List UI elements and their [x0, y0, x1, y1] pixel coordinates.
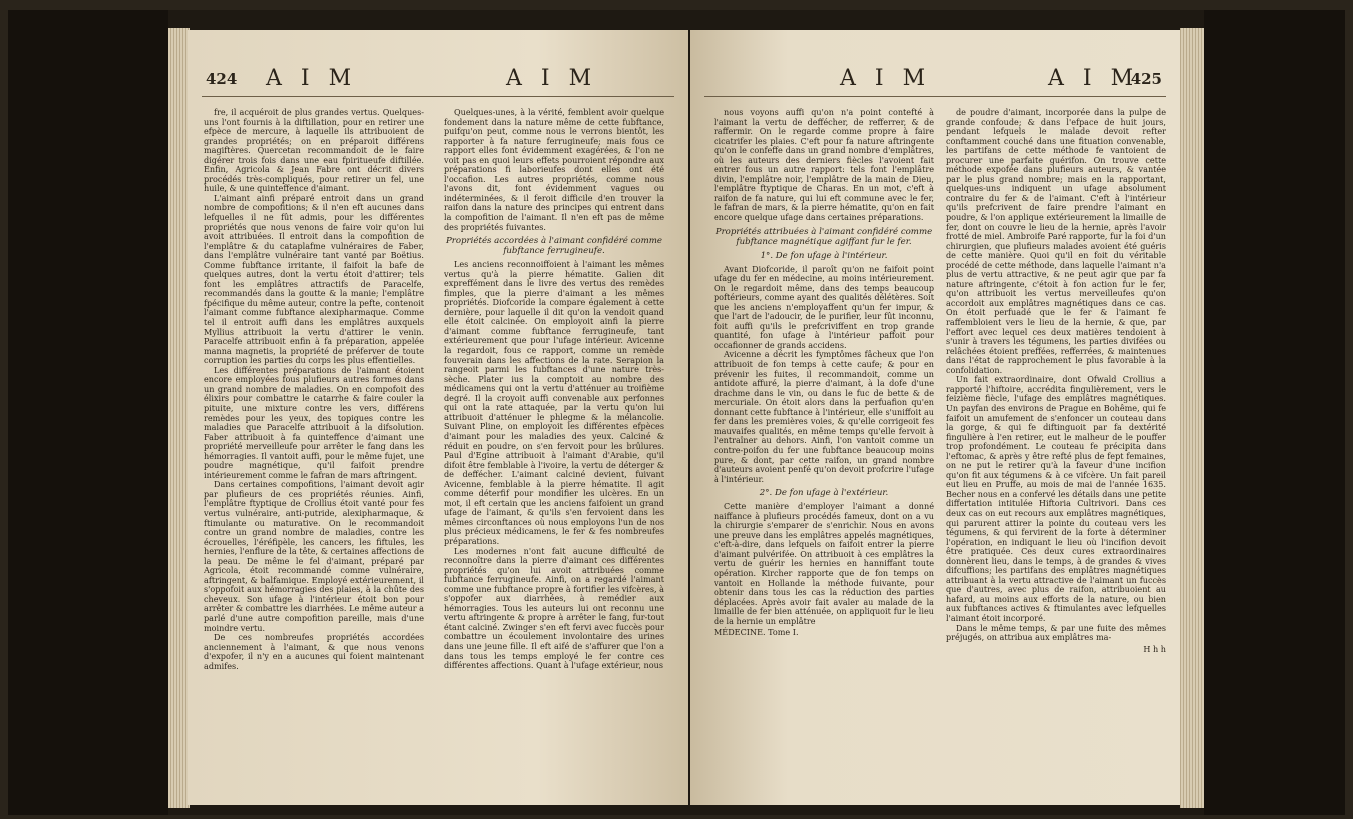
- paragraph: Dans le même temps, & par une fuite des mêmes préjugés, on attribua aux emplâtres ma-: [946, 622, 1166, 643]
- paragraph: Un fait extraordinaire, dont Ofwald Crollius a rapporté l'hiftoire, accrédita fingulièrement, vers le feizième fiècle, l'ufage des emplâtres magnétiques. Un payfan des environs de Prague en Bohême, qui fe faifoit un amufement de s'enfoncer un couteau dans la gorge, & qui fe diftinguoit par fa dextérité fingulière à l'en retirer, eut le malheur de le pouffer trop profondément. Le couteau fe précipita dans l'eftomac, & après y être refté plus de fept femaines, on ne put le retirer qu'à la faveur d'une incifion qu'on fit aux tégumens & à ce vifcère. Un fait pareil eut lieu en Pruffe, au mois de mai de l'année 1635. Becher nous en a confervé les détails dans une petite differtation intitulée Hiftoria Cultrivori. Dans ces deux cas on eut recours aux emplâtres magnétiques, qui parurent attirer la pointe du couteau vers les tégumens, & qui fervirent de la forte à déterminer l'opération, en indiquant le lieu où l'incifion devoit être pratiquée. Ces deux cures extraordinaires donnèrent lieu, dans le temps, à de grandes & vives difcuffions; les partifans des emplâtres magnétiques attribuant à la vertu attractive de l'aimant un fuccès que d'autres, avec plus de raifon, attribuoient au hafard, au moins aux efforts de la nature, ou bien aux fubftances actives & ftimulantes avec lefquelles l'aimant étoit incorporé.: [946, 374, 1166, 623]
- left-page-header: [188, 66, 688, 106]
- paragraph: Les modernes n'ont fait aucune difficulté de reconnoître dans la pierre d'aimant ces différentes propriétés qu'on lui avoit attribuées comme fubftance ferrugineufe. Ainfi, on a regardé l'aimant comme une fubftance propre à fortifier les vifcères, à s'oppofer aux diarrhées, à remédier aux hémorragies. Tous les auteurs lui ont reconnu une vertu aftringente & propre à arrêter le fang, fur-tout étant calciné. Zwinger s'en eft fervi avec fuccès pour combattre un écoulement involontaire des urines dans une jeune fille. Il eft aifé de s'affurer que l'on a dans tous les temps employé le fer contre ces différentes affections. Quant à l'ufage extérieur, nous: [444, 545, 664, 671]
- page-number-right: 425: [1130, 70, 1162, 88]
- running-head-left-1: A I M: [266, 66, 358, 91]
- header-rule-left: [202, 96, 674, 97]
- paragraph: nous voyons auffi qu'on n'a point contefté à l'aimant la vertu de deffécher, de refferrer, & de raffermir. On le regarde comme propre à faire cicatrifer les plaies. C'eft pour fa nature aftringente qu'on le confeffe dans un grand nombre d'emplâtres, où les auteurs des derniers fiècles l'avoient fait entrer fous un autre rapport: tels font l'emplâtre divin, l'emplâtre noir, l'emplâtre de la main de Dieu, l'emplâtre ftyptique de Charas. En un mot, c'eft à raifon de fa nature, qui lui eft commune avec le fer, le fafran de mars, & la pierre hématite, qu'on en fait encore quelque ufage dans certaines préparations.: [714, 108, 934, 223]
- paragraph: Dans certaines compofitions, l'aimant devoit agir par plufieurs de ces propriétés réunies. Ainfi, l'emplâtre ftyptique de Crollius étoit vanté pour fes vertus vulnéraire, anti-putride, alexipharmaque, & ftimulante ou maturative. On le recommandoit contre un grand nombre de maladies, contre les écrouelles, l'éréfipèle, les cancers, les fiftules, les hernies, l'enflure de la tête, & certaines affections de la peau. De même le fel d'aimant, préparé par Agricola, étoit recommandé comme vulnéraire, aftringent, & balfamique. Employé extérieurement, il s'oppofoit aux hémorragies des plaies, à la chûte des cheveux. Son ufage à l'intérieur étoit bon pour arrêter & combattre les diarrhées. Le même auteur a parlé d'une autre compofition pareille, mais d'une moindre vertu.: [204, 479, 424, 633]
- right-page: [690, 30, 1180, 805]
- section-heading: Propriétés accordées à l'aimant confidéré comme fubftance ferrugineufe.: [445, 236, 662, 257]
- paragraph: Les différentes préparations de l'aimant étoient encore employées fous plufieurs autres formes dans un grand nombre de maladies. On en compofoit des élixirs pour combattre le catarrhe & faire couler la pituite, une mixture contre les vers, différens remèdes pour les yeux, des topiques contre les maladies que Paracelfe attribuoit à la difsolution. Faber attribuoit à fa quinteffence d'aimant une propriété merveilleufe pour arrêter le fang dans les hémorragies. Il vantoit auffi, pour le même fujet, une poudre magnétique, qu'il faifoit prendre intérieurement comme le fafran de mars aftringent.: [204, 364, 424, 480]
- right-page-header: [690, 66, 1180, 106]
- left-column-2: [444, 108, 664, 798]
- header-rule-right: [704, 96, 1166, 97]
- running-head-right-2: A I M: [1048, 66, 1140, 91]
- section-heading: Propriétés attribuées à l'aimant confidéré comme fubftance magnétique agiffant fur le fer.: [715, 226, 933, 247]
- book-cover-left: [8, 10, 168, 815]
- book-cover-right: [1204, 10, 1345, 815]
- paragraph: Avant Diofcoride, il paroît qu'on ne faifoit point ufage du fer en médecine, au moins intérieurement. On le regardoit même, dans des temps beaucoup poftérieurs, comme ayant des qualités délétères. Soit que les anciens n'employaffent qu'un fer impur, & que l'art de l'adoucir, de le purifier, leur fût inconnu, foit auffi qu'ils le prefcriviffent en trop grande quantité, fon ufage à l'intérieur paffoit pour occafionner de grands accidens.: [714, 263, 934, 350]
- subsection-heading: 2°. De fon ufage à l'extérieur.: [759, 488, 889, 499]
- signature-line: [714, 628, 934, 638]
- paragraph: Quelques-unes, à la vérité, femblent avoir quelque fondement dans la nature même de cette fubftance, puifqu'on peut, comme nous le verrons bientôt, les rapporter à fa nature ferrugineufe; mais fous ce rapport elles font évidemment exagérées, & l'on ne voit pas en quoi leurs effets pourroient répondre aux préparations fi laborieufes dont elles ont été l'occafion. Les autres propriétés, comme nous l'avons dit, font évidemment vagues ou indéterminées, & il feroit difficile d'en trouver la raifon dans la nature des principes qui entrent dans la compofition de l'aimant. Il n'en eft pas de même des propriétés fuivantes.: [444, 108, 664, 232]
- left-page: [188, 30, 688, 805]
- running-head-right-1: A I M: [840, 66, 932, 91]
- right-column-1: [714, 108, 934, 798]
- paragraph: De ces nombreufes propriétés accordées anciennement à l'aimant, & que nous venons d'expofer, il n'y en a aucunes qui foient maintenant admifes.: [204, 632, 424, 671]
- paragraph: fre, il acquéroit de plus grandes vertus. Quelques-uns l'ont fournis à la diftillation, pour en retirer une efpèce de mercure, à laquelle ils attribuoient de grandes propriétés; on en préparoit différens magiftères. Quercetan recommandoit de le faire digérer trois fois dans une eau fpiritueufe diftillée. Enfin, Agricola & Jean Fabre ont décrit divers procédés très-compliqués, pour retirer un fel, une huile, & une quinteffence d'aimant.: [204, 108, 424, 194]
- page-edges-left: [168, 28, 190, 808]
- book-spread: [8, 10, 1345, 815]
- right-column-2: [946, 108, 1166, 798]
- page-edges-right: [1180, 28, 1204, 808]
- signature-mark: MÉDECINE. Tome I.: [714, 627, 799, 638]
- catchword: H h h: [1143, 643, 1166, 654]
- paragraph: Avicenne a décrit les fymptômes fâcheux que l'on attribuoit de fon temps à cette caufe; & pour en prévenir les fuites, il recommandoit, comme un antidote affuré, la pierre d'aimant, à la dofe d'une drachme dans le vin, ou dans le fuc de bette & de mercuriale. On étoit alors dans la perfuafion qu'en donnant cette fubftance à l'intérieur, elle s'uniffoit au fer dans les premières voies, & qu'elle corrigeoit fes mauvaifes qualités, en même temps qu'elle fervoit à l'entraîner au dehors. Ainfi, l'on vantoit comme un contre-poifon du fer une fubftance beaucoup moins pure, & dont, par cette raifon, un grand nombre d'auteurs avoient penfé qu'on devoit profcrire l'ufage à l'intérieur.: [714, 349, 934, 484]
- paragraph: de poudre d'aimant, incorporée dans la pulpe de grande confoude; & dans l'efpace de huit jours, pendant lefquels le malade devoit refter conftamment couché dans une fituation convenable, les partifans de cette méthode fe vantoient de procurer une parfaite guérifon. On trouve cette méthode expofée dans plufieurs auteurs, & vantée par le plus grand nombre; mais en la rapportant, quelques-uns indiquent un ufage absolument contraire du fer & de l'aimant. C'eft à l'intérieur qu'ils prefcrivent de faire prendre l'aimant en poudre, & l'on applique extérieurement la limaille de fer, dont on couvre le lieu de la hernie, après l'avoir frotté de miel. Ambroife Paré rapporte, fur la foi d'un chirurgien, que plufieurs malades avoient été guéris de cette manière. Quoi qu'il en foit du véritable procédé de cette méthode, dans laquelle l'aimant n'a plus de vertu attractive, & ne peut agir que par fa nature aftringente, c'étoit à fon action fur le fer, qu'on attribuoit les vertus merveilleufes qu'on accordoit aux emplâtres magnétiques dans ce cas. On étoit perfuadé que le fer & l'aimant fe raffembloient vers le lieu de la hernie, & que, par l'effort avec lequel ces deux matières tendoient à s'unir à travers les tégumens, les parties divifées ou relâchées étoient preffées, refferrées, & maintenues dans l'état de rapprochement le plus favorable à la confolidation.: [946, 108, 1166, 375]
- catchword-line: [946, 645, 1166, 655]
- subsection-heading: 1°. De fon ufage à l'intérieur.: [760, 250, 888, 261]
- paragraph: Cette manière d'employer l'aimant a donné naiffance à plufieurs procédés fameux, dont on a vu la chirurgie s'emparer de s'enrichir. Nous en avons une preuve dans les emplâtres appelés magnétiques, c'eft-à-dire, dans lefquels on faifoit entrer la pierre d'aimant pulvérifée. On attribuoit à ces emplâtres la vertu de guérir les hernies en hanniffant toute opération. Kircher rapporte que de fon temps on vantoit en Hollande la méthode fuivante, pour obtenir dans tous les cas la réduction des parties déplacées. Après avoir fait avaler au malade de la limaille de fer bien atténuée, on appliquoit fur le lieu de la hernie un emplâtre: [714, 501, 934, 626]
- page-number-left: 424: [206, 70, 238, 88]
- paragraph: Les anciens reconnoiffoient à l'aimant les mêmes vertus qu'à la pierre hématite. Galien dit expreffément dans le livre des vertus des remèdes fimples, que la pierre d'aimant a les mêmes propriétés. Diofcoride la compare également à cette dernière, pour laquelle il dit qu'on la vendoit quand elle étoit calcinée. On employoit ainfi la pierre d'aimant comme fubftance ferrugineufe, tant extérieurement que pour l'ufage intérieur. Avicenne la regardoit, fous ce rapport, comme un remède fouverain dans les affections de la rate. Serapion la rangeoit parmi les fubftances d'une nature très-sèche. Plater ius la comptoit au nombre des médicamens qui ont la vertu d'atténuer au troifième degré. Il la croyoit auffi convenable aux perfonnes qui ont la rate attaquée, par la vertu qu'on lui attribuoit d'atténuer le phlegme & la mélancolie. Suivant Pline, on employoit les différentes efpèces d'aimant pour les maladies des yeux. Calciné & réduit en poudre, on s'en fervoit pour les brûlures. Paul d'Egine attribuoit à l'aimant d'Arabie, qu'il difoit être femblable à l'ivoire, la vertu de déterger & de deffécher. L'aimant calciné devient, fuivant Avicenne, femblable à la pierre hématite. Il agit comme déterfif pour mondifier les ulcères. En un mot, il eft certain que les anciens faifoient un grand ufage de l'aimant, & qu'ils s'en fervoient dans les mêmes circonftances où nous employons l'un de nos plus précieux médicamens, le fer & fes nombreufes préparations.: [444, 259, 664, 546]
- paragraph: L'aimant ainfi préparé entroit dans un grand nombre de compofitions; & il n'en eft aucunes dans lefquelles il ne fût admis, pour les différentes propriétés que nous venons de faire voir qu'on lui avoit attribuées. Il entroit dans la compofition de l'emplâtre & du cataplafme vulnéraires de Faber, dans l'emplâtre vulnéraire tant vanté par Boëtius. Comme fubftance irritante, il faifoit la bafe de quelques autres, dont la vertu étoit d'attirer; tels font les emplâtres attractifs de Paracelfe, recommandés dans la goutte & la manie; l'emplâtre fpécifique du même auteur, contre la pefte, contenoit l'aimant comme fubftance alexipharmaque. Comme tel il entroit auffi dans les emplâtres auxquels Myllius attribuoit la vertu d'attirer le venin. Paracelfe attribuoit enfin à fa préparation, appelée manna magnetis, la propriété de préferver de toute corruption les parties du corps les plus effentielles.: [204, 192, 424, 366]
- left-column-1: [204, 108, 424, 798]
- running-head-left-2: A I M: [506, 66, 598, 91]
